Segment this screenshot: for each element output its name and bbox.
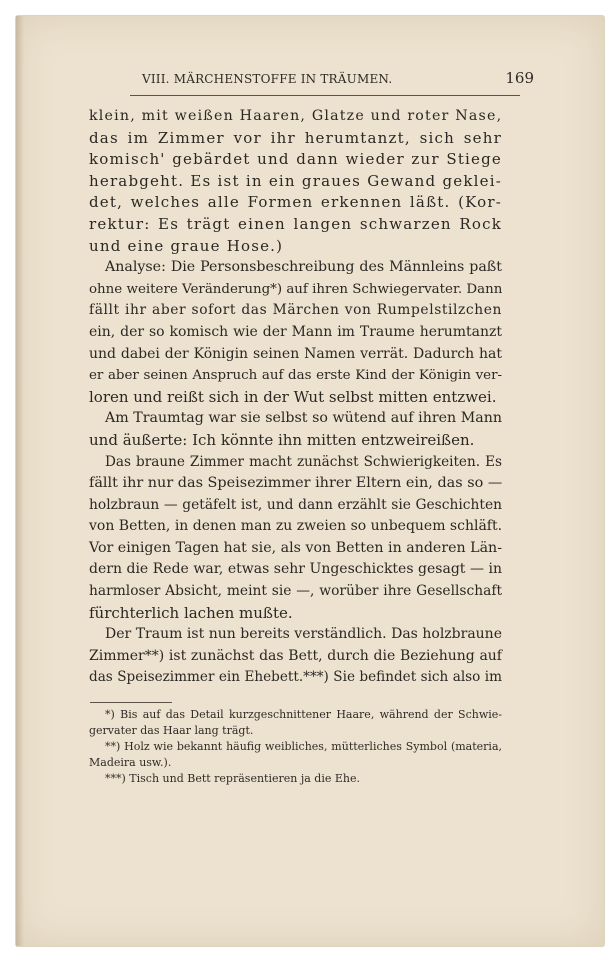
text-line: komisch' gebärdet und dann wieder zur Stiege — [89, 150, 502, 169]
text-line: das Speisezimmer ein Ehebett.***) Sie befindet sich also im — [89, 669, 502, 686]
text-line: herabgeht. Es ist in ein graues Gewand geklei- — [89, 171, 502, 190]
footnote-line: Madeira usw.). — [89, 756, 172, 769]
text-line: und eine graue Hose.) — [89, 236, 284, 255]
page-number: 169 — [505, 69, 534, 87]
footnote-line: **) Holz wie bekannt häufig weibliches, mütterliches Symbol (materia, — [105, 740, 502, 753]
text-line: holzbraun — getäfelt ist, und dann erzählt sie Geschichten — [89, 496, 502, 513]
text-line: dern die Rede war, etwas sehr Ungeschicktes gesagt — in — [89, 561, 502, 578]
text-line: det, welches alle Formen erkennen läßt. (Kor- — [89, 193, 502, 212]
footnote-line: gervater das Haar lang trägt. — [89, 724, 254, 737]
text-line: Analyse: Die Personsbeschreibung des Männleins paßt — [105, 259, 502, 276]
text-line: klein, mit weißen Haaren, Glatze und roter Nase, — [89, 108, 503, 124]
main-text — [89, 106, 502, 689]
footnotes — [89, 707, 502, 787]
text-line: er aber seinen Anspruch auf das erste Kind der Königin ver- — [89, 368, 502, 384]
header-rule — [130, 95, 520, 96]
text-line: fällt ihr aber sofort das Märchen von Rumpelstilzchen — [89, 302, 502, 319]
footnote-rule — [90, 702, 172, 703]
footnote-line: ***) Tisch und Bett repräsentieren ja die Ehe. — [105, 772, 360, 785]
chapter-title: VIII. MÄRCHENSTOFFE IN TRÄUMEN. — [142, 72, 393, 86]
text-line: fürchterlich lachen mußte. — [89, 603, 293, 622]
text-line: von Betten, in denen man zu zweien so unbequem schläft. — [89, 518, 503, 535]
footnote-line: *) Bis auf das Detail kurzgeschnittener Haare, während der Schwie- — [105, 708, 502, 721]
text-line: ohne weitere Veränderung*) auf ihren Schwiegervater. Dann — [89, 281, 503, 297]
text-line: Am Traumtag war sie selbst so wütend auf ihren Mann — [105, 410, 502, 427]
text-line: rektur: Es trägt einen langen schwarzen Rock — [89, 214, 502, 233]
text-line: Das braune Zimmer macht zunächst Schwierigkeiten. Es — [105, 453, 502, 470]
text-line: Vor einigen Tagen hat sie, als von Betten in anderen Län- — [89, 539, 502, 556]
text-line: loren und reißt sich in der Wut selbst mitten entzwei. — [89, 387, 497, 406]
text-line: fällt ihr nur das Speisezimmer ihrer Eltern ein, das so — — [89, 475, 503, 492]
text-line: und äußerte: Ich könnte ihn mitten entzweireißen. — [89, 430, 475, 449]
running-header — [130, 60, 534, 87]
text-line: Zimmer**) ist zunächst das Bett, durch die Beziehung auf — [89, 647, 502, 664]
text-line: Der Traum ist nun bereits verständlich. Das holzbraune — [105, 626, 502, 643]
text-line: ein, der so komisch wie der Mann im Traume herumtanzt — [89, 323, 502, 340]
text-line: harmloser Absicht, meint sie —, worüber ihre Gesellschaft — [89, 583, 502, 600]
text-line: das im Zimmer vor ihr herumtanzt, sich sehr — [89, 128, 502, 147]
text-line: und dabei der Königin seinen Namen verrät. Dadurch hat — [89, 345, 502, 362]
